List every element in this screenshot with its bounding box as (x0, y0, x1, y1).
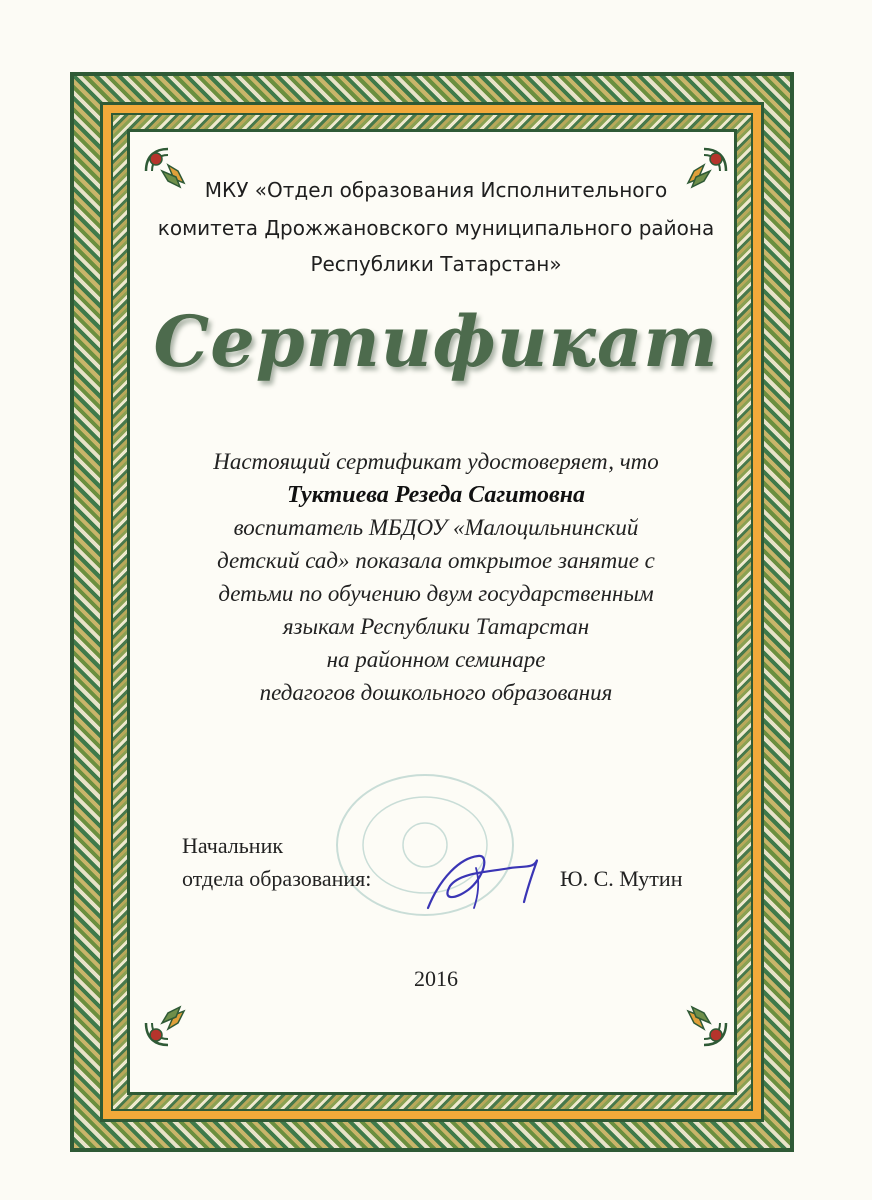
body-line-6: языкам Республики Татарстан (282, 614, 590, 639)
organization-line-3: Республики Татарстан» (310, 252, 562, 276)
body-line-1: Настоящий сертификат удостоверяет, что (213, 449, 659, 474)
signatory-name: Ю. С. Мутин (560, 866, 683, 891)
corner-ornament-icon (142, 997, 194, 1049)
organization-line-1: МКУ «Отдел образования Исполнительного (204, 178, 668, 202)
signatory-title-line-1: Начальник (182, 833, 284, 858)
corner-ornament-icon (678, 997, 730, 1049)
certificate-title: Сертификат (153, 300, 719, 383)
body-line-3: воспитатель МБДОУ «Малоцильнинский (233, 515, 639, 540)
certificate-year: 2016 (414, 966, 458, 991)
body-line-5: детьми по обучению двум государственным (218, 581, 654, 606)
body-line-7: на районном семинаре (326, 647, 546, 672)
body-line-4: детский сад» показала открытое занятие с (217, 548, 655, 573)
signature (420, 838, 560, 918)
organization-line-2: комитета Дрожжановского муниципального района (157, 216, 715, 240)
signatory-title-line-2: отдела образования: (182, 866, 372, 891)
body-line-8: педагогов дошкольного образования (259, 680, 613, 705)
recipient-name: Туктиева Резеда Сагитовна (286, 482, 586, 508)
